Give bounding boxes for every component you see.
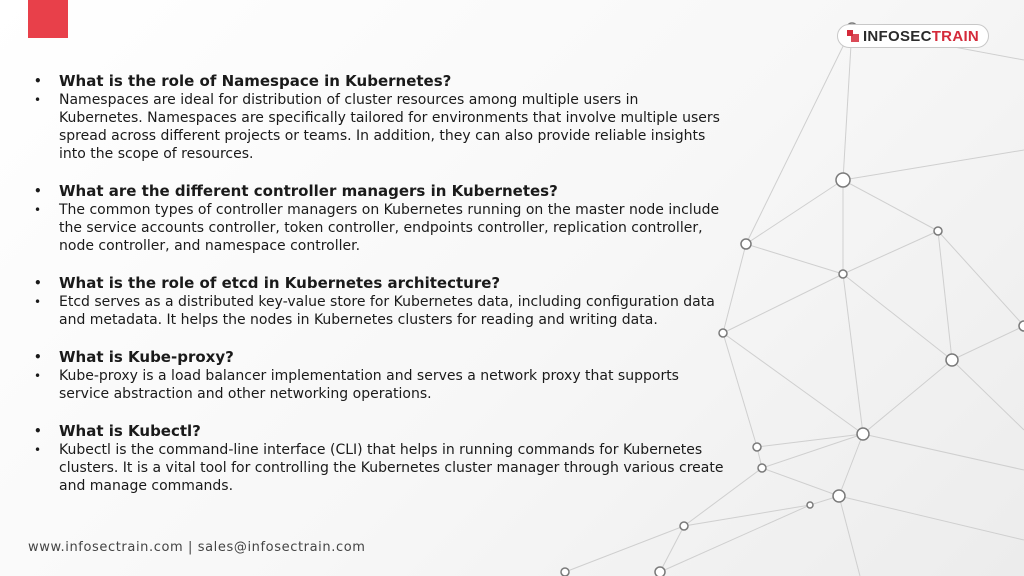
question: • What is Kubectl? (34, 422, 201, 440)
answer: • Namespaces are ideal for distribution of cluster resources among multiple users in Kubernetes. Namespaces are specifically tailored for environments that involve multiple users spread across different projects or teams. In addition, they can also provide reliable insights into the scope of resources. (34, 92, 720, 162)
corner-accent-square (28, 0, 68, 38)
qa-item (34, 274, 724, 329)
qa-item (34, 72, 724, 163)
qa-item (34, 182, 724, 255)
answer: • Etcd serves as a distributed key-value store for Kubernetes data, including configuration data and metadata. It helps the nodes in Kubernetes clusters for reading and writing data. (34, 294, 715, 328)
qa-item (34, 422, 724, 495)
qa-list (34, 72, 724, 514)
infosectrain-logo (837, 24, 989, 48)
footer-contact: www.infosectrain.com | sales@infosectrain.com (28, 540, 366, 555)
answer: • Kubectl is the command-line interface (CLI) that helps in running commands for Kubernetes clusters. It is a vital tool for controlling the Kubernetes cluster manager through various create and manage commands. (34, 442, 724, 494)
answer: • The common types of controller managers on Kubernetes running on the master node include the service accounts controller, token controller, endpoints controller, replication controller, node controller, and namespace controller. (34, 202, 720, 254)
question: • What are the different controller managers in Kubernetes? (34, 182, 558, 200)
question: • What is the role of etcd in Kubernetes architecture? (34, 274, 501, 292)
logo-mark-icon (847, 30, 859, 42)
qa-item (34, 348, 724, 403)
answer: • Kube-proxy is a load balancer implementation and serves a network proxy that supports service abstraction and other networking operations. (34, 368, 679, 402)
question: • What is the role of Namespace in Kubernetes? (34, 72, 452, 90)
question: • What is Kube-proxy? (34, 348, 234, 366)
logo-text: INFOSECTRAIN (862, 27, 980, 45)
